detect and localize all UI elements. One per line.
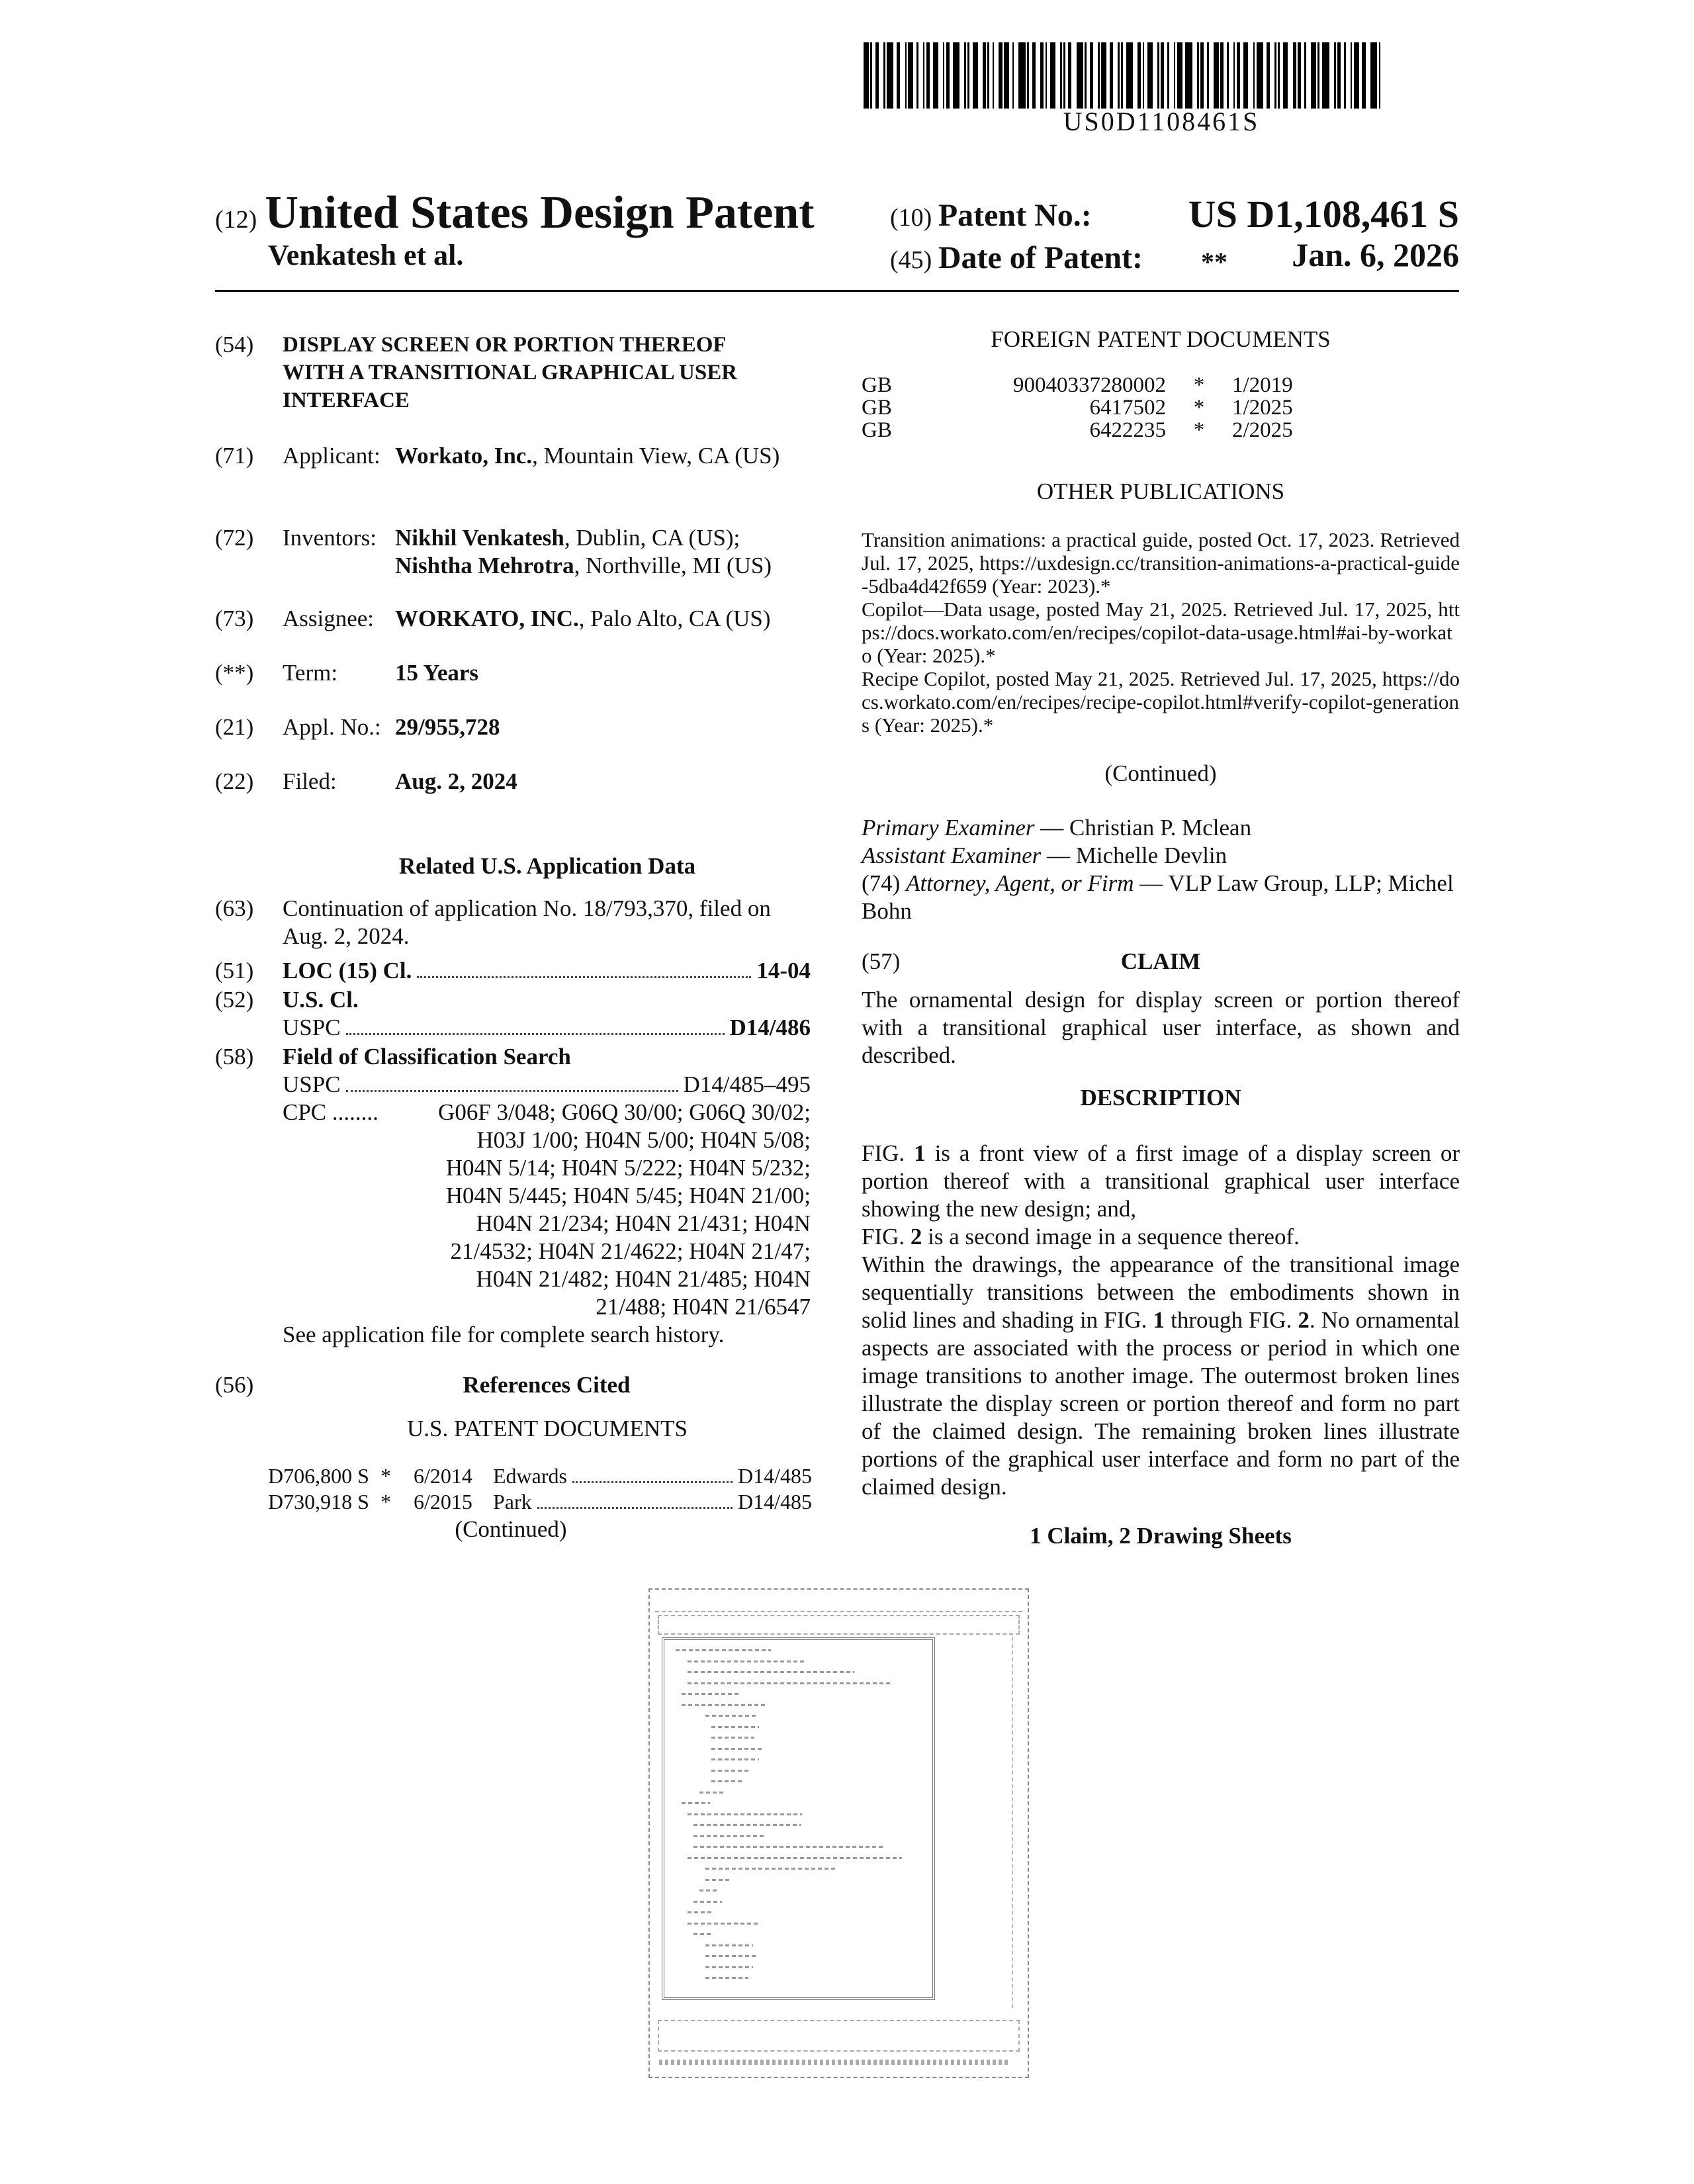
foreign-country: GB	[862, 373, 892, 397]
ref-date: 6/2014	[414, 1464, 472, 1488]
foreign-star: *	[1193, 373, 1205, 397]
continuation-code: (63)	[215, 895, 254, 921]
barcode-bar	[883, 42, 885, 109]
drawing-code-line	[705, 1944, 753, 1946]
foreign-doc-row	[862, 419, 1293, 441]
applicant-label: Applicant:	[283, 443, 380, 469]
other-publication: Recipe Copilot, posted May 21, 2025. Retrieved Jul. 17, 2025, https://docs.workato.com/en/recipes/recipe-copilot.html#verify-copilot-generations (Year: 2025).*	[862, 667, 1460, 737]
attorney-label: Attorney, Agent, or Firm	[906, 870, 1134, 896]
leader-dots	[537, 1507, 733, 1509]
barcode-bar	[1060, 42, 1062, 109]
barcode-bar	[1174, 42, 1176, 109]
drawing-code-line	[705, 1977, 748, 1979]
barcode-bar	[993, 42, 995, 109]
barcode-bar	[1004, 42, 1009, 109]
drawing-code-line	[688, 1671, 854, 1673]
drawing-code-line	[711, 1748, 764, 1750]
barcode-bar	[1177, 42, 1182, 109]
barcode-bar	[1354, 42, 1359, 109]
cpc-line: H04N 21/482; H04N 21/485; H04N	[476, 1266, 811, 1292]
cpc-line: G06F 3/048; G06Q 30/00; G06Q 30/02;	[438, 1099, 811, 1125]
barcode-bar	[933, 42, 938, 109]
other-publication: Transition animations: a practical guide, posted Oct. 17, 2023. Retrieved Jul. 17, 2025, https://uxdesign.cc/transition-animations-a-practical-guide-5dba4d42f659 (Year: 2023).*	[862, 528, 1460, 598]
refs-heading: References Cited	[463, 1372, 631, 1398]
barcode-bar	[897, 42, 900, 109]
loc-code: (51)	[215, 958, 254, 983]
date-marker: **	[1201, 247, 1227, 277]
drawing-code-line	[711, 1780, 744, 1782]
drawing-code-line	[711, 1758, 759, 1760]
barcode-bar	[1293, 42, 1296, 109]
loc-field	[215, 957, 811, 985]
inventors-code: (72)	[215, 525, 254, 551]
barcode-bar	[905, 42, 907, 109]
barcode-bar	[1143, 42, 1145, 109]
barcode-bar	[887, 42, 893, 109]
drawing-input-box	[658, 2020, 1020, 2052]
ref-star: *	[380, 1490, 391, 1514]
barcode-bar	[1101, 42, 1106, 109]
drawing-code-line	[682, 1693, 741, 1695]
applicant-code: (71)	[215, 443, 254, 469]
examiner-block	[862, 814, 1460, 925]
foreign-doc-row	[862, 374, 1293, 396]
barcode-bar	[1197, 42, 1199, 109]
representative-drawing	[648, 1588, 1029, 2078]
cpc-line: 21/4532; H04N 21/4622; H04N 21/47;	[450, 1238, 811, 1264]
filed-code: (22)	[215, 768, 254, 794]
barcode-bar	[943, 42, 945, 109]
header-rule	[215, 290, 1459, 292]
barcode-bar	[1147, 42, 1153, 109]
us-cl-code: (52)	[215, 987, 254, 1013]
field-search-uspc-value: D14/485–495	[683, 1071, 811, 1097]
barcode-bar	[1207, 42, 1209, 109]
document-type: United States Design Patent	[265, 187, 815, 238]
drawing-code-line	[693, 1933, 713, 1935]
us-cl-label: U.S. Cl.	[283, 987, 359, 1013]
drawing-code-line	[688, 1661, 807, 1662]
barcode-bar	[1334, 42, 1336, 109]
ref-star: *	[380, 1464, 391, 1488]
cpc-label: CPC ........	[283, 1099, 379, 1125]
us-ref-row	[268, 1464, 812, 1490]
barcode-bar	[999, 42, 1002, 109]
field-search-code: (58)	[215, 1044, 254, 1069]
barcode-bar	[1267, 42, 1270, 109]
patent-title: DISPLAY SCREEN OR PORTION THEREOF WITH A TRANSITIONAL GRAPHICAL USER INTERFACE	[283, 333, 738, 412]
barcode-bar	[1040, 42, 1044, 109]
us-ref-row	[268, 1490, 812, 1516]
barcode-bar	[1167, 42, 1169, 109]
drawing-code-line	[705, 1955, 758, 1957]
term-label: Term:	[283, 660, 338, 686]
foreign-date: 2/2025	[1232, 418, 1293, 442]
barcode-bar	[983, 42, 986, 109]
barcode-bar	[1311, 42, 1316, 109]
applicant-field	[215, 442, 811, 470]
drawing-code-panel	[662, 1637, 935, 2000]
field-search	[215, 1043, 811, 1349]
inventors-short: Venkatesh et al.	[268, 239, 464, 271]
title-code: (54)	[215, 332, 254, 357]
search-history-note: See application file for complete search history.	[283, 1322, 725, 1347]
inventors-label: Inventors:	[283, 525, 377, 551]
filed-field	[215, 768, 811, 796]
barcode-bar	[1118, 42, 1120, 109]
drawing-code-line	[705, 1715, 758, 1717]
barcode-bar	[1046, 42, 1048, 109]
drawing-code-line	[682, 1802, 710, 1804]
ref-name: Edwards	[493, 1464, 567, 1488]
drawing-code-line	[711, 1737, 754, 1739]
continuation-text: Continuation of application No. 18/793,370, filed on Aug. 2, 2024.	[283, 895, 771, 949]
drawing-code-line	[676, 1649, 771, 1651]
barcode-bar	[1344, 42, 1346, 109]
barcode-bar	[1278, 42, 1280, 109]
barcode-bar	[1012, 42, 1014, 109]
barcode-bar	[1121, 42, 1123, 109]
barcode-bar	[1322, 42, 1329, 109]
cpc-line: H04N 5/14; H04N 5/222; H04N 5/232;	[445, 1155, 811, 1181]
claim-heading-row	[862, 948, 1460, 976]
assignee-code: (73)	[215, 606, 254, 631]
ref-number: D706,800 S	[268, 1464, 369, 1488]
drawing-code-line	[688, 1682, 890, 1684]
term-value: 15 Years	[395, 660, 479, 686]
drawing-code-line	[688, 1923, 759, 1925]
barcode-bar	[926, 42, 930, 109]
barcode-bar	[1379, 42, 1381, 109]
drawing-code-line	[693, 1824, 801, 1826]
patent-no-label: Patent No.:	[938, 198, 1092, 233]
barcode-bar	[1032, 42, 1036, 109]
foreign-star: *	[1193, 396, 1205, 420]
foreign-docs-heading: FOREIGN PATENT DOCUMENTS	[991, 326, 1331, 352]
barcode-bar	[1298, 42, 1301, 109]
foreign-country: GB	[862, 418, 892, 442]
barcode-bar	[1063, 42, 1065, 109]
document-type-line	[215, 187, 815, 240]
us-patent-docs-heading: U.S. PATENT DOCUMENTS	[407, 1416, 688, 1441]
patent-no: US D1,108,461 S	[1188, 193, 1459, 236]
appl-no-label: Appl. No.:	[283, 714, 381, 740]
description-fig1: FIG. 1 is a front view of a first image of a display screen or portion thereof with a transitional graphical user interface showing the new design; and,	[862, 1140, 1460, 1222]
barcode-bar	[870, 42, 872, 109]
assignee-field	[215, 605, 811, 633]
description-body	[862, 1140, 1460, 1501]
barcode-bar	[1253, 42, 1255, 109]
barcode-bar	[923, 42, 925, 109]
us-refs-table	[268, 1464, 812, 1516]
barcode-bar	[1237, 42, 1240, 109]
patent-no-line	[890, 197, 1092, 234]
refs-continued: (Continued)	[455, 1516, 567, 1542]
other-pubs-continued: (Continued)	[1104, 760, 1217, 786]
drawing-footer-text	[659, 2060, 1008, 2065]
patent-date: Jan. 6, 2026	[1292, 236, 1459, 273]
applicant-location: , Mountain View, CA (US)	[532, 443, 780, 469]
kind-code: (12)	[215, 206, 257, 234]
inventor-2-name: Nishtha Mehrotra	[395, 553, 574, 578]
ref-name: Park	[493, 1490, 532, 1514]
primary-examiner-label: Primary Examiner	[862, 815, 1035, 841]
drawing-scrollbar	[1012, 1637, 1018, 2008]
barcode-bar	[1050, 42, 1055, 109]
drawing-code-line	[705, 1868, 836, 1870]
barcode-bar	[964, 42, 966, 109]
related-data-heading: Related U.S. Application Data	[398, 853, 696, 879]
barcode-bar	[1220, 42, 1224, 109]
barcode-bar	[1185, 42, 1192, 109]
term-field	[215, 659, 811, 687]
barcode-bar	[1161, 42, 1164, 109]
filed-label: Filed:	[283, 768, 337, 794]
assignee-location: , Palo Alto, CA (US)	[578, 606, 771, 631]
foreign-date: 1/2019	[1232, 373, 1293, 397]
barcode-bar	[953, 42, 959, 109]
publication-number: US0D1108461S	[1063, 107, 1260, 136]
ref-date: 6/2015	[414, 1490, 472, 1514]
barcode-bar	[946, 42, 950, 109]
date-label: Date of Patent:	[938, 240, 1143, 275]
patent-no-value-wrap	[1171, 192, 1459, 236]
filed-value: Aug. 2, 2024	[395, 768, 517, 794]
inventors-field	[215, 524, 811, 580]
continuation-field	[215, 895, 811, 950]
barcode-bar	[1317, 42, 1319, 109]
barcode-bar	[1362, 42, 1365, 109]
barcode-bar	[1337, 42, 1341, 109]
barcode	[864, 42, 1459, 109]
primary-examiner: — Christian P. Mclean	[1040, 815, 1252, 841]
barcode-bar	[987, 42, 989, 109]
barcode-bar	[908, 42, 913, 109]
patent-no-code: (10)	[890, 204, 932, 232]
ref-number: D730,918 S	[268, 1490, 369, 1514]
drawing-code-line	[682, 1704, 765, 1706]
drawing-code-line	[705, 1879, 729, 1881]
barcode-bar	[1085, 42, 1087, 109]
barcode-bar	[1283, 42, 1288, 109]
loc-label: LOC (15) Cl.	[283, 958, 412, 983]
drawing-code-line	[693, 1901, 722, 1903]
barcode-bar	[1090, 42, 1093, 109]
barcode-bar	[1274, 42, 1276, 109]
attorney-code: (74)	[862, 870, 901, 896]
assistant-examiner: — Michelle Devlin	[1046, 842, 1227, 868]
barcode-bar	[973, 42, 978, 109]
claim-code: (57)	[862, 948, 901, 974]
title-field	[215, 331, 811, 414]
cpc-line: 21/488; H04N 21/6547	[596, 1294, 811, 1320]
barcode-bar	[967, 42, 969, 109]
appl-no-field	[215, 713, 811, 741]
foreign-star: *	[1193, 418, 1205, 442]
assignee-name: WORKATO, INC.	[395, 606, 579, 631]
loc-value: 14-04	[756, 958, 811, 983]
inventor-1-name: Nikhil Venkatesh	[395, 525, 564, 551]
refs-code: (56)	[215, 1372, 254, 1398]
field-search-label: Field of Classification Search	[283, 1044, 571, 1069]
claims-summary: 1 Claim, 2 Drawing Sheets	[1030, 1523, 1292, 1549]
ref-class: D14/485	[738, 1464, 812, 1488]
leader-dots	[572, 1481, 733, 1483]
appl-no-code: (21)	[215, 714, 254, 740]
other-pubs-heading: OTHER PUBLICATIONS	[1036, 478, 1285, 504]
drawing-code-line	[688, 1911, 711, 1913]
barcode-bar	[1068, 42, 1071, 109]
foreign-country: GB	[862, 396, 892, 420]
assistant-examiner-label: Assistant Examiner	[862, 842, 1042, 868]
drawing-code-line	[699, 1792, 723, 1794]
barcode-bar	[1157, 42, 1159, 109]
barcode-bar	[916, 42, 918, 109]
inventor-2-location: , Northville, MI (US)	[574, 553, 772, 578]
barcode-bar	[1200, 42, 1204, 109]
barcode-bar	[1351, 42, 1353, 109]
foreign-date: 1/2025	[1232, 396, 1293, 420]
description-heading: DESCRIPTION	[1080, 1085, 1241, 1111]
us-cl-field	[215, 986, 811, 1042]
cpc-lines	[283, 1099, 811, 1321]
barcode-bar	[1098, 42, 1100, 109]
barcode-bar	[1137, 42, 1141, 109]
field-search-uspc-label: USPC	[283, 1071, 341, 1097]
drawing-title-bar	[658, 1615, 1020, 1635]
term-code: (**)	[215, 660, 254, 686]
us-cl-uspc-label: USPC	[283, 1015, 341, 1040]
description-broken-lines: Within the drawings, the appearance of the transitional image sequentially transitions between the embodiments shown in solid lines and shading in FIG. 1 through FIG. 2. No ornamental aspects are associated with the process or period in which one image transitions to another image. The outermost broken lines illustrate the display screen or portion thereof and form no part of the claimed design. The remaining broken lines illustrate portions of the graphical user interface and form no part of the claimed design.	[862, 1251, 1460, 1500]
barcode-bar	[1027, 42, 1029, 109]
barcode-bar	[1077, 42, 1083, 109]
drawing-code-line	[699, 1889, 719, 1891]
barcode-bar	[1110, 42, 1113, 109]
drawing-code-line	[693, 1835, 765, 1837]
date-code: (45)	[890, 246, 932, 274]
cpc-line: H04N 21/234; H04N 21/431; H04N	[476, 1210, 811, 1236]
barcode-bar	[1243, 42, 1249, 109]
barcode-bar	[1126, 42, 1133, 109]
foreign-number: 6422235	[1089, 418, 1166, 442]
claim-text: The ornamental design for display screen or portion thereof with a transitional graphical user interface, as shown and described.	[862, 987, 1460, 1068]
inventor-1-location: , Dublin, CA (US);	[564, 525, 740, 551]
ref-class: D14/485	[738, 1490, 812, 1514]
foreign-docs-table	[862, 374, 1460, 441]
other-pubs-list	[862, 528, 1460, 737]
us-cl-value: D14/486	[729, 1015, 811, 1040]
foreign-number: 6417502	[1089, 396, 1166, 420]
attorney: — VLP Law Group, LLP; Michel Bohn	[862, 870, 1454, 924]
cpc-line: H03J 1/00; H04N 5/00; H04N 5/08;	[476, 1127, 811, 1153]
drawing-window-bar	[655, 1594, 1022, 1612]
cpc-line: H04N 5/445; H04N 5/45; H04N 21/00;	[445, 1183, 811, 1208]
drawing-code-line	[693, 1846, 884, 1848]
drawing-code-line	[688, 1813, 802, 1815]
barcode-bar	[1233, 42, 1235, 109]
drawing-code-line	[705, 1966, 753, 1968]
drawing-code-line	[711, 1770, 750, 1772]
barcode-bar	[1304, 42, 1306, 109]
claim-heading: CLAIM	[1120, 948, 1201, 974]
refs-field	[215, 1371, 811, 1399]
barcode-bar	[1214, 42, 1219, 109]
description-fig2: FIG. 2 is a second image in a sequence thereof.	[862, 1224, 1300, 1250]
barcode-bar	[1227, 42, 1229, 109]
barcode-bar	[864, 42, 869, 109]
other-publication: Copilot—Data usage, posted May 21, 2025. Retrieved Jul. 17, 2025, https://docs.workato.com/en/recipes/copilot-data-usage.html#ai-by-workato (Year: 2025).*	[862, 598, 1460, 667]
assignee-label: Assignee:	[283, 606, 375, 631]
barcode-bar	[1370, 42, 1377, 109]
drawing-code-line	[711, 1726, 759, 1728]
drawing-code-line	[688, 1857, 902, 1859]
appl-no-value: 29/955,728	[395, 714, 500, 740]
date-line	[890, 240, 1143, 276]
foreign-doc-row	[862, 396, 1293, 419]
barcode-bar	[1257, 42, 1263, 109]
barcode-bar	[875, 42, 879, 109]
applicant-name: Workato, Inc.	[395, 443, 533, 469]
barcode-bar	[1018, 42, 1025, 109]
foreign-number: 90040337280002	[1013, 373, 1166, 397]
